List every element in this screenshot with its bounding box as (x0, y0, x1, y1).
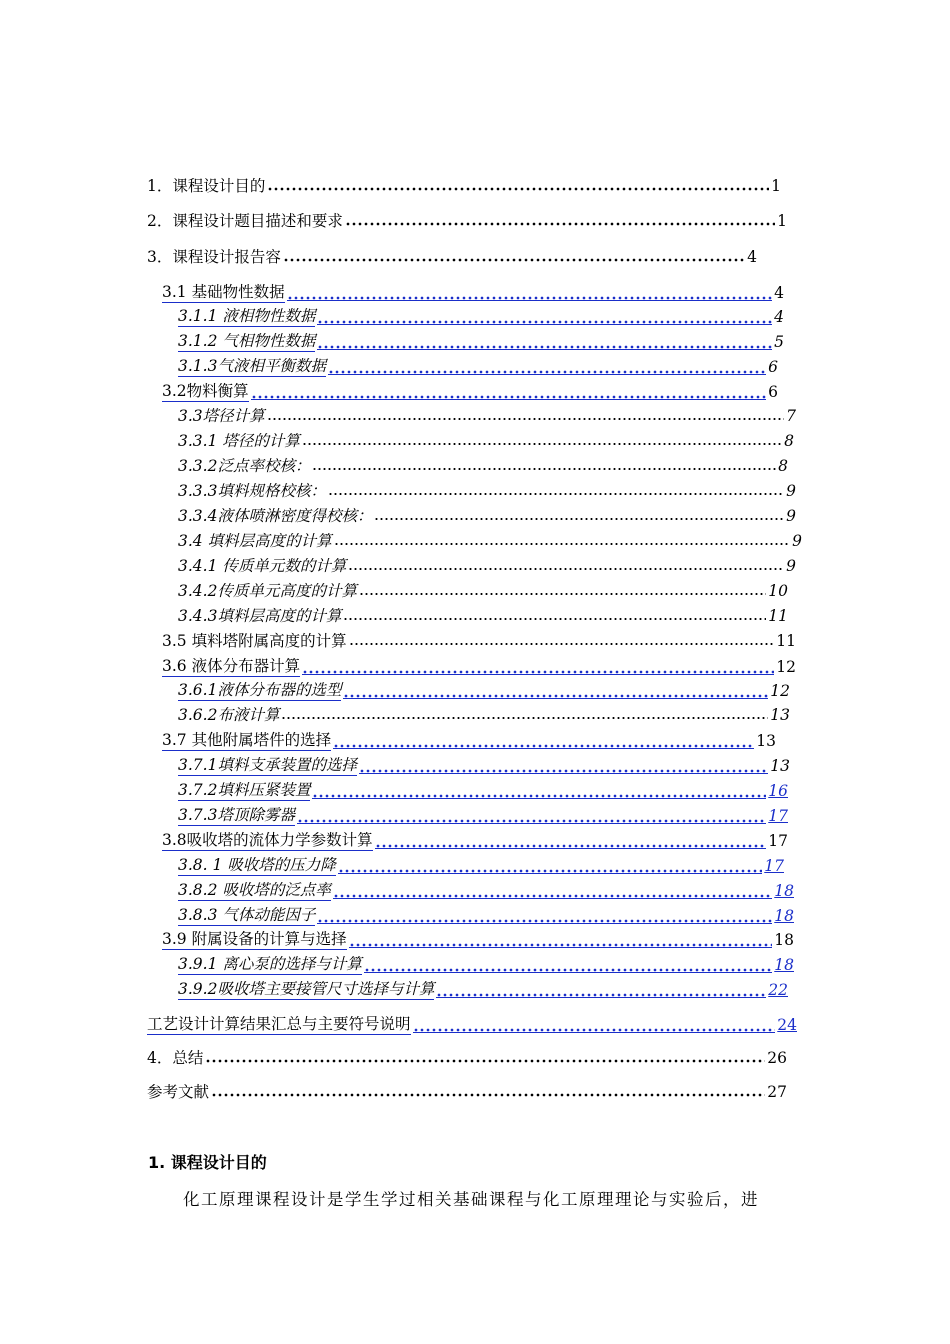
toc-entry-label: 3.3.4液体喷淋密度得校核： (178, 507, 373, 525)
toc-entry-3-8-3[interactable] (178, 905, 794, 926)
toc-entry-3-7-1[interactable] (178, 755, 790, 776)
toc-entry-label: 3.4.1 传质单元数的计算 (178, 557, 347, 575)
toc-entry-3-9-1[interactable] (178, 954, 794, 975)
toc-entry-3-3-4[interactable] (178, 506, 796, 526)
toc-entry-page: 11 (768, 607, 788, 625)
toc-leader (297, 818, 766, 824)
toc-leader (333, 743, 754, 749)
toc-entry-label: 3.4.3填料层高度的计算 (178, 607, 342, 625)
toc-leader (359, 592, 766, 596)
toc-entry-3-9-2[interactable] (178, 979, 788, 1000)
toc-entry-3-8[interactable] (162, 830, 788, 851)
toc-leader (343, 693, 768, 699)
toc-entry-1[interactable] (147, 176, 781, 196)
toc-entry-page: 8 (784, 432, 794, 450)
toc-entry-page: 4 (774, 308, 784, 326)
toc-entry-page: 24 (777, 1016, 797, 1034)
toc-entry-3-3[interactable] (178, 406, 796, 426)
toc-entry-label: 3.1 基础物性数据 (162, 283, 285, 301)
toc-entry-3-1[interactable] (162, 282, 784, 303)
toc-entry-label: 3.1.2 气相物性数据 (178, 332, 316, 350)
toc-leader (317, 319, 772, 325)
toc-entry-label: 3.2物料衡算 (162, 382, 249, 400)
toc-leader (283, 258, 745, 262)
toc-entry-label: 工艺设计计算结果汇总与主要符号说明 (147, 1015, 411, 1033)
toc-entry-page: 6 (768, 383, 778, 401)
toc-entry-page: 17 (768, 832, 788, 850)
toc-entry-3-8-1[interactable] (178, 855, 784, 876)
toc-entry-page: 5 (774, 333, 784, 351)
toc-entry-label: 3.8.2 吸收塔的泛点率 (178, 881, 331, 899)
toc-entry-page: 18 (774, 907, 794, 925)
toc-entry-label: 3.6.1液体分布器的选型 (178, 681, 342, 699)
toc-entry-3-4-3[interactable] (178, 606, 788, 626)
toc-leader (317, 344, 772, 350)
toc-leader (436, 992, 766, 998)
toc-entry-3-8-2[interactable] (178, 880, 794, 901)
toc-leader (312, 467, 776, 471)
toc-leader (334, 542, 791, 546)
toc-entry-3-7[interactable] (162, 730, 776, 751)
toc-entry-references[interactable] (147, 1082, 787, 1102)
toc-entry-label: 3.1.1 液相物性数据 (178, 307, 316, 325)
toc-entry-3-2[interactable] (162, 381, 778, 402)
section-heading: 1. 课程设计目的 (148, 1153, 267, 1172)
toc-entry-page: 8 (778, 457, 788, 475)
toc-entry-3-3-3[interactable] (178, 481, 796, 501)
toc-entry-3-1-3[interactable] (178, 356, 778, 377)
toc-entry-page: 13 (770, 706, 790, 724)
toc-entry-page: 10 (768, 582, 788, 600)
toc-entry-page: 7 (786, 407, 796, 425)
toc-leader (302, 442, 782, 446)
toc-entry-3-6-2[interactable] (178, 705, 790, 725)
toc-entry-label: 3.7.1填料支承装置的选择 (178, 756, 357, 774)
toc-entry-label: 3.9.2吸收塔主要接管尺寸选择与计算 (178, 980, 435, 998)
toc-entry-label: 3.7.2填料压紧装置 (178, 781, 311, 799)
toc-leader (364, 967, 772, 973)
toc-entry-page: 17 (764, 857, 784, 875)
toc-entry-page: 13 (756, 732, 776, 750)
toc-entry-page: 18 (774, 931, 794, 949)
toc-entry-label: 3.5 填料塔附属高度的计算 (162, 632, 347, 650)
toc-leader (328, 369, 766, 375)
toc-leader (267, 187, 769, 191)
toc-entry-page: 9 (792, 532, 802, 550)
toc-entry-label: 3．课程设计报告容 (147, 248, 281, 266)
toc-entry-3[interactable] (147, 247, 757, 267)
toc-entry-page: 17 (768, 807, 788, 825)
toc-entry-4[interactable] (147, 1048, 787, 1068)
toc-entry-page: 4 (774, 284, 784, 302)
toc-entry-2[interactable] (147, 211, 787, 231)
toc-entry-page: 1 (771, 177, 781, 195)
toc-entry-3-9[interactable] (162, 929, 794, 950)
toc-entry-page: 22 (768, 981, 788, 999)
toc-entry-page: 26 (767, 1049, 787, 1067)
toc-leader (348, 567, 784, 571)
toc-leader (287, 295, 773, 301)
toc-entry-page: 27 (767, 1083, 787, 1101)
toc-leader (281, 716, 768, 720)
toc-entry-label: 3.3.1 塔径的计算 (178, 432, 300, 450)
toc-entry-3-3-2[interactable] (178, 456, 788, 476)
toc-entry-label: 3.4.2传质单元高度的计算 (178, 582, 357, 600)
toc-leader (343, 617, 766, 621)
toc-leader (333, 893, 772, 899)
toc-entry-summary[interactable] (147, 1014, 797, 1035)
toc-entry-label: 4．总结 (147, 1049, 204, 1067)
toc-entry-page: 18 (774, 956, 794, 974)
toc-entry-label: 3.3.3填料规格校核： (178, 482, 326, 500)
toc-entry-label: 3.9.1 离心泵的选择与计算 (178, 955, 362, 973)
toc-entry-label: 3.3.2泛点率校核： (178, 457, 311, 475)
toc-entry-label: 3.1.3气液相平衡数据 (178, 357, 326, 375)
toc-leader (211, 1093, 765, 1097)
toc-entry-page: 13 (770, 757, 790, 775)
toc-leader (302, 669, 774, 675)
toc-leader (251, 394, 766, 400)
toc-entry-page: 4 (747, 248, 757, 266)
toc-entry-label: 3.3塔径计算 (178, 407, 265, 425)
toc-leader (312, 793, 766, 799)
toc-entry-label: 3.7 其他附属塔件的选择 (162, 731, 332, 749)
toc-leader (374, 517, 784, 521)
toc-entry-page: 1 (777, 212, 787, 230)
toc-entry-label: 3.6 液体分布器计算 (162, 657, 301, 675)
toc-entry-3-1-1[interactable] (178, 306, 784, 327)
toc-leader (345, 222, 775, 226)
toc-entry-label: 参考文献 (147, 1083, 210, 1101)
toc-entry-3-4-1[interactable] (178, 556, 796, 576)
toc-entry-label: 3.8吸收塔的流体力学参数计算 (162, 831, 373, 849)
toc-entry-page: 18 (774, 882, 794, 900)
toc-entry-label: 3.7.3塔顶除雾器 (178, 806, 295, 824)
toc-entry-3-1-2[interactable] (178, 331, 784, 352)
toc-entry-label: 1．课程设计目的 (147, 177, 266, 195)
body-paragraph: 化工原理课程设计是学生学过相关基础课程与化工原理理论与实验后，进 (183, 1190, 759, 1209)
toc-entry-3-7-3[interactable] (178, 805, 788, 826)
toc-entry-3-5[interactable] (162, 631, 796, 651)
toc-entry-3-4-2[interactable] (178, 581, 788, 601)
toc-entry-page: 9 (786, 482, 796, 500)
toc-entry-label: 3.4 填料层高度的计算 (178, 532, 332, 550)
toc-entry-label: 3.6.2布液计算 (178, 706, 280, 724)
toc-leader (349, 942, 773, 948)
toc-entry-page: 9 (786, 557, 796, 575)
toc-entry-page: 16 (768, 782, 788, 800)
toc-entry-3-6[interactable] (162, 656, 796, 677)
toc-leader (338, 868, 762, 874)
toc-entry-page: 9 (786, 507, 796, 525)
toc-entry-page: 12 (776, 658, 796, 676)
toc-leader (349, 642, 775, 646)
toc-leader (205, 1059, 765, 1063)
toc-entry-3-7-2[interactable] (178, 780, 788, 801)
toc-leader (267, 417, 784, 421)
toc-leader (413, 1027, 776, 1033)
toc-leader (317, 918, 772, 924)
toc-entry-label: 3.8. 1 吸收塔的压力降 (178, 856, 336, 874)
toc-leader (328, 492, 784, 496)
toc-entry-label: 2．课程设计题目描述和要求 (147, 212, 343, 230)
toc-entry-3-6-1[interactable] (178, 680, 790, 701)
toc-leader (359, 768, 768, 774)
toc-entry-page: 11 (776, 632, 796, 650)
toc-entry-label: 3.9 附属设备的计算与选择 (162, 930, 347, 948)
toc-entry-3-3-1[interactable] (178, 431, 794, 451)
toc-entry-label: 3.8.3 气体动能因子 (178, 906, 316, 924)
toc-entry-page: 12 (770, 682, 790, 700)
toc-entry-3-4[interactable] (178, 531, 802, 551)
toc-entry-page: 6 (768, 358, 778, 376)
toc-leader (375, 843, 767, 849)
